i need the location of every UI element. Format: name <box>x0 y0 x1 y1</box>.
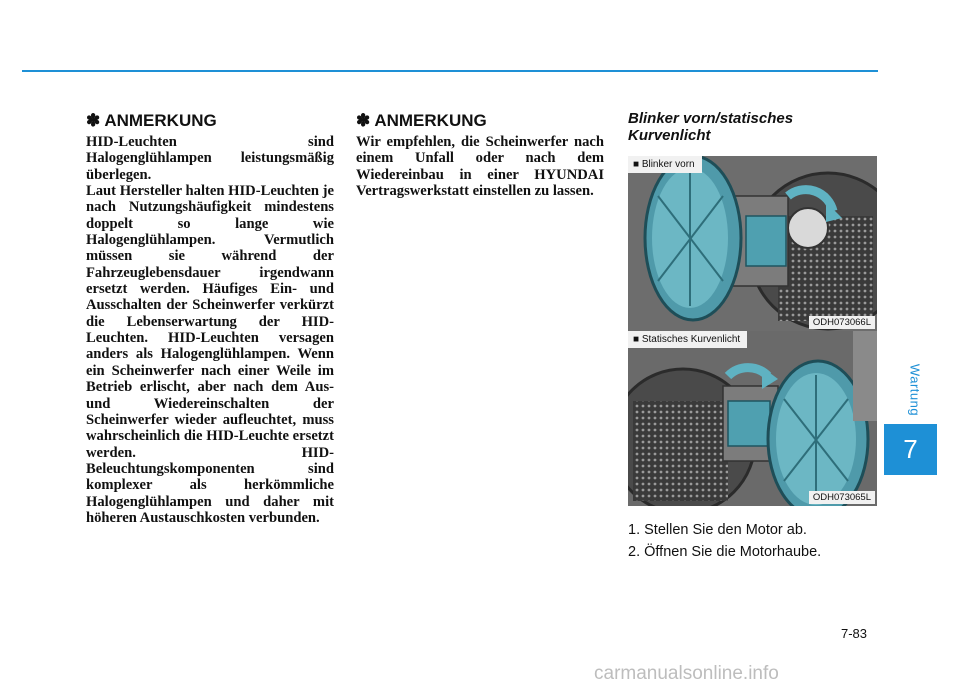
figure-front-turn-signal <box>628 156 877 331</box>
note-body-1 <box>86 134 334 526</box>
headlamp-illustration-1 <box>628 156 877 331</box>
step-item: 1. Stellen Sie den Motor ab. <box>628 522 807 538</box>
section-title: Blinker vorn/statisches Kurvenlicht <box>628 110 794 144</box>
headlamp-illustration-2 <box>628 331 877 506</box>
chapter-side-label <box>892 355 937 425</box>
watermark: carmanualsonline.info <box>594 663 779 684</box>
note-body-2: Wir empfehlen, die Scheinwerfer nach einem Unfall oder nach dem Wiedereinbau in einer HYUNDAI Vertragswerkstatt einstellen zu lassen. <box>356 134 604 200</box>
figure-code-2: ODH073065L <box>809 491 875 504</box>
figure-caption-2: ■ Statisches Kurvenlicht <box>628 331 747 348</box>
top-rule <box>22 70 878 72</box>
figure-static-cornering-light <box>628 331 877 506</box>
chapter-tab: 7 <box>884 424 937 475</box>
chapter-name: Wartung <box>907 363 922 417</box>
step-list <box>628 519 878 563</box>
figure-code-1: ODH073066L <box>809 316 875 329</box>
note-1-paragraph-1: HID-Leuchten sind Halogenglühlampen leistungsmäßig überlegen. <box>86 134 334 183</box>
note-1-paragraph-2: Laut Hersteller halten HID-Leuchten je nach Nutzungshäufigkeit mindestens doppelt so lange wie Halogenglühlampen. Vermutlich müssen sie während der Fahrzeuglebensdauer irgendwann ersetzt werden. Häufiges Ein- und Ausschalten der Scheinwerfer verkürzt die Lebenserwartung der HID-Leuchten. HID-Leuchten versagen anders als Halogenglühlampen. Wenn ein Scheinwerfer nach einer Weile im Betrieb erlischt, aber nach dem Aus- und Wiedereinschalten der Scheinwerfer wieder aufleuchtet, muss wahrscheinlich die HID-Leuchte ersetzt werden. HID-Beleuchtungskomponenten sind komplexer als herkömmliche Halogenglühlampen und daher mit höheren Austauschkosten verbunden. <box>86 183 334 526</box>
page-number: 7-83 <box>841 626 868 641</box>
step-item: 2. Öffnen Sie die Motorhaube. <box>628 544 822 560</box>
figure-caption-1: ■ Blinker vorn <box>628 156 702 173</box>
note-title-1: ✽ ANMERKUNG <box>86 111 217 130</box>
note-title-2: ✽ ANMERKUNG <box>356 111 487 130</box>
